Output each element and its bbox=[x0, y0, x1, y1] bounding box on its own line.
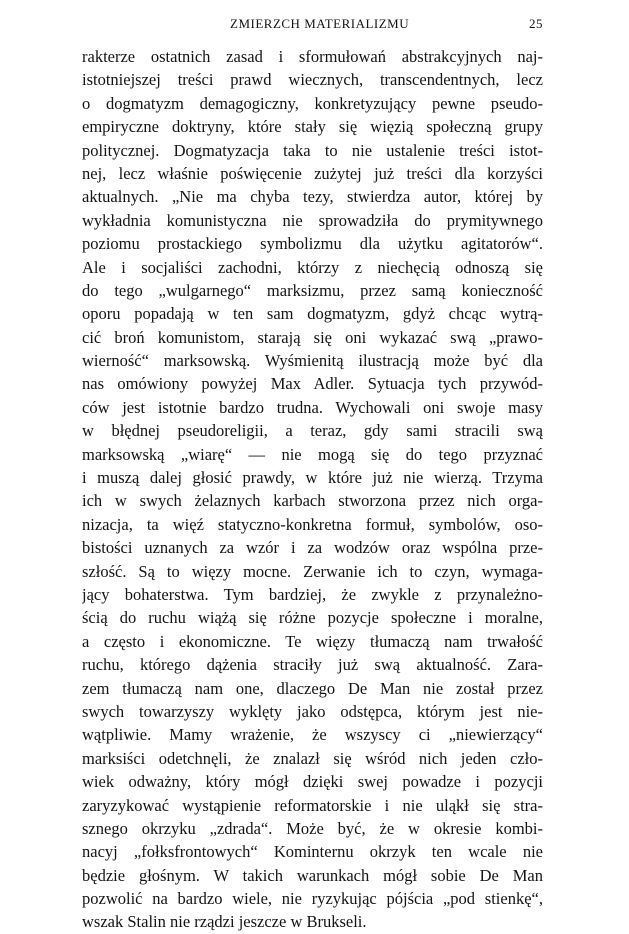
text-line: zem tłumaczą nam one, dlaczego De Man nie został przez bbox=[82, 678, 543, 698]
text-line: istotniejszej treści prawd wiecznych, transcendentnych, lecz bbox=[82, 70, 543, 90]
text-line: nas omówiony powyżej Max Adler. Sytuacja tych przywód- bbox=[82, 374, 543, 394]
running-title: ZMIERZCH MATERIALIZMU bbox=[230, 16, 410, 31]
text-line: nacyj „fołksfrontowych“ Kominternu okrzyk ten wcale nie bbox=[82, 842, 543, 862]
text-line: a często i ekonomiczne. Te więzy tłumaczą nam trwałość bbox=[82, 631, 543, 651]
text-line: nej, lecz właśnie poświęcenie zużytej już treści dla korzyści bbox=[82, 163, 543, 183]
text-line: będzie głośnym. W takich warunkach mógł sobie De Man bbox=[82, 865, 543, 885]
text-line: nizacja, ta więź statyczno-konkretna formuł, symbolów, oso- bbox=[82, 514, 543, 534]
text-line: rakterze ostatnich zasad i sformułowań abstrakcyjnych naj- bbox=[82, 47, 543, 66]
text-line: wierność“ marksowską. Wyśmienitą ilustracją może być dla bbox=[82, 351, 543, 371]
body-text bbox=[82, 45, 543, 934]
text-line: marksiści odetchnęli, że znalazł się wśród nich jeden czło- bbox=[82, 748, 543, 768]
text-line: wykładnia komunistyczna nie sprowadziła do prymitywnego bbox=[82, 210, 543, 230]
text-line: jący bohaterstwa. Tym bardziej, że zwykle z przynależno- bbox=[82, 584, 543, 604]
text-line: pozwolić na bardzo wiele, nie ryzykując pójścia „pod stienkę“, bbox=[82, 889, 543, 909]
text-line: sznego okrzyku „zdrada“. Może być, że w okresie kombi- bbox=[82, 818, 543, 838]
text-line: marksowską „wiarę“ — nie mogą się do tego przyznać bbox=[82, 444, 543, 464]
text-line: do tego „wulgarnego“ marksizmu, przez samą konieczność bbox=[82, 280, 543, 300]
text-line: Ale i socjaliści zachodni, którzy z niechęcią odnoszą się bbox=[82, 257, 543, 277]
text-line: wątpliwie. Mamy wrażenie, że wszyscy ci „niewierzący“ bbox=[82, 725, 543, 745]
text-line: aktualnych. „Nie ma chyba tezy, stwierdza autor, której by bbox=[82, 187, 543, 207]
text-line: bistości uznanych za wzór i za wodzów oraz wspólna prze- bbox=[82, 538, 543, 558]
text-line: w błędnej pseudoreligii, a teraz, gdy sami stracili swą bbox=[82, 421, 543, 441]
text-line: ców jest istotnie bardzo trudna. Wychowali oni swoje masy bbox=[82, 397, 543, 417]
text-line: oporu popadają w ten sam dogmatyzm, gdyż chcąc wytrą- bbox=[82, 304, 543, 324]
text-line: swych towarzyszy wyklęty jako odstępca, którym jest nie- bbox=[82, 701, 543, 721]
text-line: wszak Stalin nie rządzi jeszcze w Brukseli. bbox=[82, 912, 367, 932]
text-line: zaryzykować wystąpienie reformatorskie i nie uląkł się stra- bbox=[82, 795, 543, 815]
text-line: o dogmatyzm demagogiczny, konkretyzujący pewne pseudo- bbox=[82, 93, 543, 113]
text-line: i muszą dalej głosić prawdy, w które już nie wierzą. Trzyma bbox=[82, 468, 543, 488]
text-line: cić broń komunistom, starają się oni wykazać swą „prawo- bbox=[82, 327, 543, 347]
text-line: wiek odważny, który mógł dzięki swej powadze i pozycji bbox=[82, 772, 543, 792]
text-line: empiryczne doktryny, które stały się więzią społeczną grupy bbox=[82, 117, 543, 137]
page-number: 25 bbox=[529, 16, 543, 31]
text-line: politycznej. Dogmatyzacja taka to nie ustalenie treści istot- bbox=[82, 140, 543, 160]
text-line: ich w swych żelaznych karbach stworzona przez nich orga- bbox=[82, 491, 543, 511]
running-header bbox=[82, 16, 543, 38]
text-line: poziomu prostackiego symbolizmu dla użytku agitatorów“. bbox=[82, 234, 543, 254]
text-line: ruchu, którego dążenia straciły już swą aktualność. Zara- bbox=[82, 655, 543, 675]
text-line: ścią do ruchu wiążą się różne pozycje społeczne i moralne, bbox=[82, 608, 543, 628]
text-line: szłość. Są to więzy mocne. Zerwanie ich to czyn, wymaga- bbox=[82, 561, 543, 581]
